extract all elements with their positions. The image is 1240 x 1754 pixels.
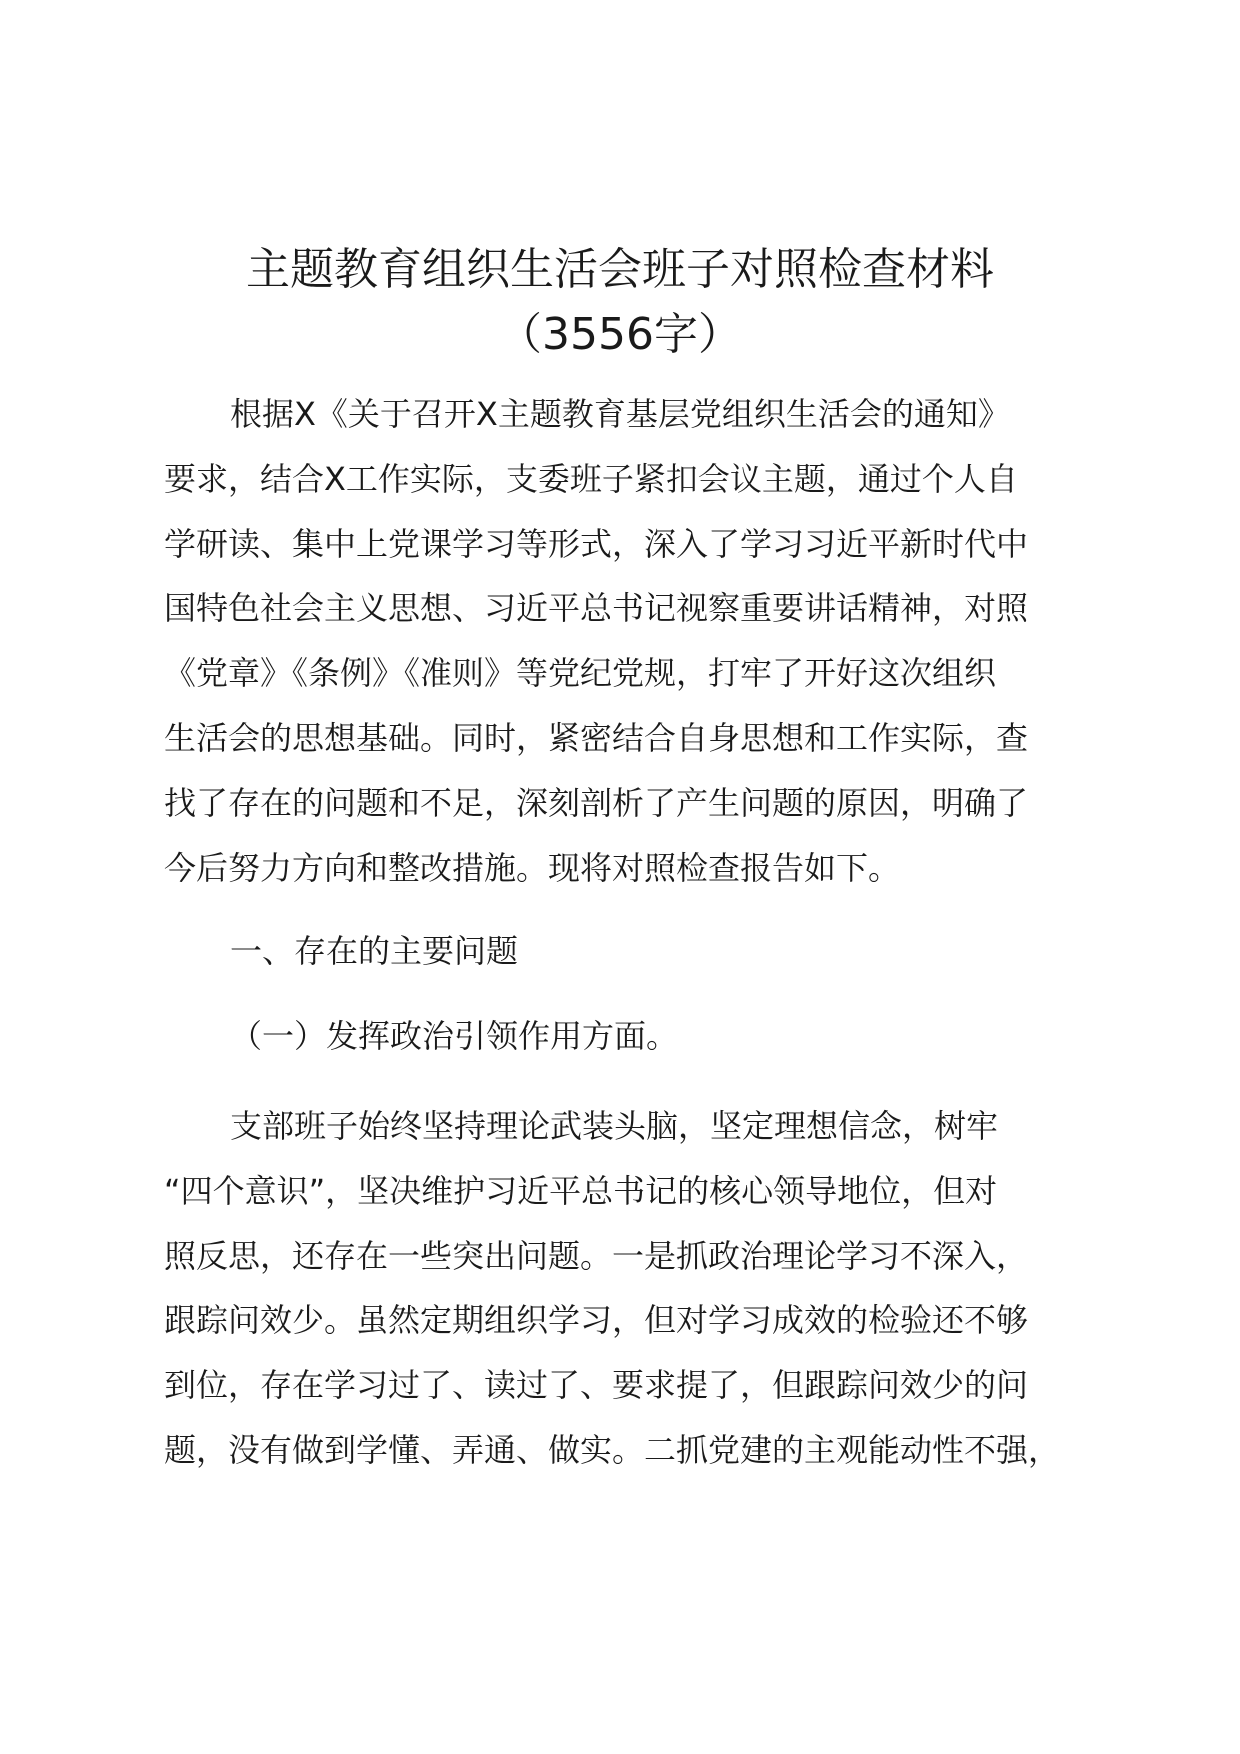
paragraph-line: 题，没有做到学懂、弄通、做实。二抓党建的主观能动性不强， [164,1430,1061,1469]
document-word-count: （3556字） [498,309,742,360]
paragraph-line: 今后努力方向和整改措施。现将对照检查报告如下。 [164,848,901,887]
paragraph-line: 《党章》《条例》《准则》等党纪党规，打牢了开好这次组织 [164,654,997,693]
subsection-heading [164,1004,1104,1069]
document-title: 主题教育组织生活会班子对照检查材料 [246,244,994,295]
paragraph-line: 找了存在的问题和不足，深刻剖析了产生问题的原因，明确了 [164,783,1029,822]
paragraph-line: 国特色社会主义思想、习近平总书记视察重要讲话精神，对照 [164,589,1029,628]
section-heading-text: 一、存在的主要问题 [230,932,519,970]
paragraph-line: 到位，存在学习过了、读过了、要求提了，但跟踪问效少的问 [164,1366,1029,1405]
body-paragraph [164,1094,1104,1483]
paragraph-line: 跟踪问效少。虽然定期组织学习，但对学习成效的检验还不够 [164,1301,1029,1340]
paragraph-line: 根据X《关于召开X主题教育基层党组织生活会的通知》 [230,395,1010,433]
intro-paragraph [164,382,1104,900]
section-heading [164,919,1104,984]
paragraph-line: 学研读、集中上党课学习等形式，深入了学习习近平新时代中 [164,524,1029,563]
subsection-heading-text: （一）发挥政治引领作用方面。 [230,1017,679,1055]
paragraph-line: 支部班子始终坚持理论武装头脑，坚定理想信念，树牢 [230,1107,999,1145]
paragraph-line: “四个意识”，坚决维护习近平总书记的核心领导地位，但对 [164,1171,998,1210]
paragraph-line: 照反思，还存在一些突出问题。一是抓政治理论学习不深入， [164,1236,1029,1275]
paragraph-line: 生活会的思想基础。同时，紧密结合自身思想和工作实际，查 [164,718,1029,757]
paragraph-line: 要求，结合X工作实际，支委班子紧扣会议主题，通过个人自 [164,459,1018,498]
